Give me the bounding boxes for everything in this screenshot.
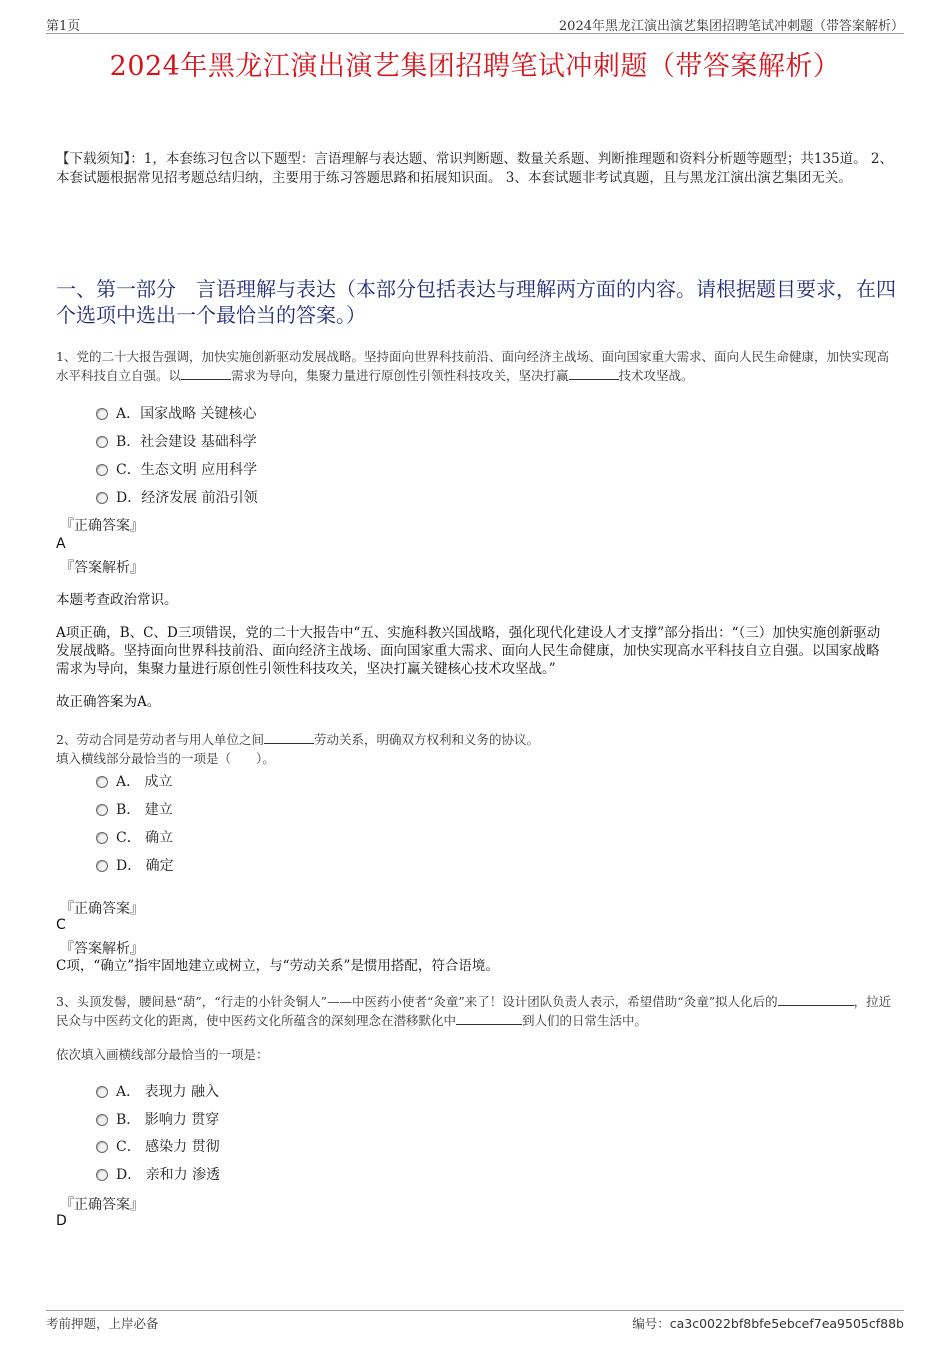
q1-analysis-label: 『答案解析』 — [60, 560, 144, 576]
radio-icon[interactable] — [96, 1114, 108, 1126]
q2-option-c[interactable]: C． 确立 — [96, 827, 173, 847]
section-heading: 一、第一部分 言语理解与表达（本部分包括表达与理解两方面的内容。请根据题目要求，在四个选项中选出一个最恰当的答案。） — [56, 277, 896, 327]
q1-text-part: 需求为导向，集聚力量进行原创性引领性科技攻关，坚决打赢 — [231, 368, 569, 383]
radio-icon[interactable] — [96, 860, 108, 872]
q3-option-d[interactable]: D． 亲和力 渗透 — [96, 1164, 220, 1184]
q1-analysis-2: A项正确，B、C、D三项错误，党的二十大报告中“五、实施科教兴国战略，强化现代化建设人才支撑”部分指出：“（三）加快实施创新驱动发展战略。坚持面向世界科技前沿、面向经济主战场、面向国家重大需求、面向人民生命健康，加快实现高水平科技自立自强。以国家战略需求为导向，集聚力量进行原创性引领性科技攻关，坚决打赢关键核心技术攻坚战。” — [56, 625, 881, 677]
q3-correct-answer-label: 『正确答案』 — [60, 1197, 144, 1213]
radio-icon[interactable] — [96, 492, 108, 504]
q3-answer: D — [56, 1213, 67, 1229]
q3-text-part: ，拉近民众与中医药文化的距离，使中医药文化所蕴含的深刻理念在潜移默化中 — [56, 994, 892, 1028]
answer-blank — [456, 1012, 522, 1025]
answer-blank — [569, 367, 619, 380]
q2-analysis-label: 『答案解析』 — [60, 941, 144, 957]
radio-icon[interactable] — [96, 832, 108, 844]
q2-analysis: C项，“确立”指牢固地建立或树立，与“劳动关系”是惯用搭配，符合语境。 — [56, 958, 499, 974]
page-title: 2024年黑龙江演出演艺集团招聘笔试冲刺题（带答案解析） — [109, 51, 841, 82]
question-1-text — [56, 347, 896, 385]
q3-text-part: 到人们的日常生活中。 — [522, 1013, 648, 1028]
question-2-text — [56, 730, 896, 749]
radio-icon[interactable] — [96, 1169, 108, 1181]
q2-option-a[interactable]: A． 成立 — [96, 771, 173, 791]
q2-text-part: 劳动关系，明确双方权利和义务的协议。 — [313, 732, 539, 747]
header-rule — [46, 33, 904, 34]
footer-code: 编号：ca3c0022bf8bfe5ebcef7ea9505cf88b — [632, 1316, 904, 1331]
answer-blank — [181, 367, 231, 380]
radio-icon[interactable] — [96, 804, 108, 816]
q2-option-d[interactable]: D． 确定 — [96, 855, 174, 875]
question-3-instruction: 依次填入画横线部分最恰当的一项是： — [56, 1047, 269, 1062]
answer-blank — [778, 993, 854, 1006]
footer-slogan: 考前押题，上岸必备 — [46, 1316, 159, 1331]
q2-answer: C — [56, 917, 66, 933]
download-notice: 【下载须知】：1，本套练习包含以下题型：言语理解与表达题、常识判断题、数量关系题、判断推理题和资料分析题等题型；共135道。 2、本套试题根据常见招考题总结归纳，主要用于练习答题思路和拓展知识面。 3、本套试题非考试真题，且与黑龙江演出演艺集团无关。 — [56, 151, 893, 186]
q1-analysis-3: 故正确答案为A。 — [56, 694, 161, 710]
q3-option-b[interactable]: B． 影响力 贯穿 — [96, 1109, 219, 1129]
radio-icon[interactable] — [96, 776, 108, 788]
q2-text-part: 2、劳动合同是劳动者与用人单位之间 — [56, 732, 264, 747]
q2-option-b[interactable]: B． 建立 — [96, 799, 173, 819]
radio-icon[interactable] — [96, 436, 108, 448]
q1-answer: A — [56, 536, 66, 552]
q2-correct-answer-label: 『正确答案』 — [60, 901, 144, 917]
q1-correct-answer-label: 『正确答案』 — [60, 518, 144, 534]
header-doc-title: 2024年黑龙江演出演艺集团招聘笔试冲刺题（带答案解析） — [558, 19, 904, 34]
answer-blank — [264, 731, 314, 744]
q1-analysis-1: 本题考查政治常识。 — [56, 592, 178, 608]
radio-icon[interactable] — [96, 1141, 108, 1153]
q1-text-part: 1、党的二十大报告强调，加快实施创新驱动发展战略。坚持面向世界科技前沿、面向经济主战场、面向国家重大需求、面向人民生命健康，加快实现高水平科技自立自强。以 — [56, 349, 889, 383]
q3-option-c[interactable]: C． 感染力 贯彻 — [96, 1136, 220, 1156]
question-2-instruction: 填入横线部分最恰当的一项是（ ）。 — [56, 751, 275, 766]
q1-option-c[interactable]: C．生态文明 应用科学 — [96, 459, 257, 479]
q1-option-a[interactable]: A．国家战略 关键核心 — [96, 403, 257, 423]
page-number: 第1页 — [46, 19, 81, 34]
question-3-text — [56, 992, 896, 1030]
radio-icon[interactable] — [96, 1086, 108, 1098]
q3-text-part: 3、头顶发髻，腰间悬“葫”，“行走的小针灸铜人”——中医药小使者“灸童”来了！设计团队负责人表示，希望借助“灸童”拟人化后的 — [56, 994, 778, 1009]
radio-icon[interactable] — [96, 464, 108, 476]
footer-rule — [46, 1310, 904, 1311]
q3-option-a[interactable]: A． 表现力 融入 — [96, 1081, 219, 1101]
q1-option-d[interactable]: D．经济发展 前沿引领 — [96, 487, 258, 507]
q1-option-b[interactable]: B．社会建设 基础科学 — [96, 431, 257, 451]
q1-text-part: 技术攻坚战。 — [618, 368, 694, 383]
radio-icon[interactable] — [96, 408, 108, 420]
